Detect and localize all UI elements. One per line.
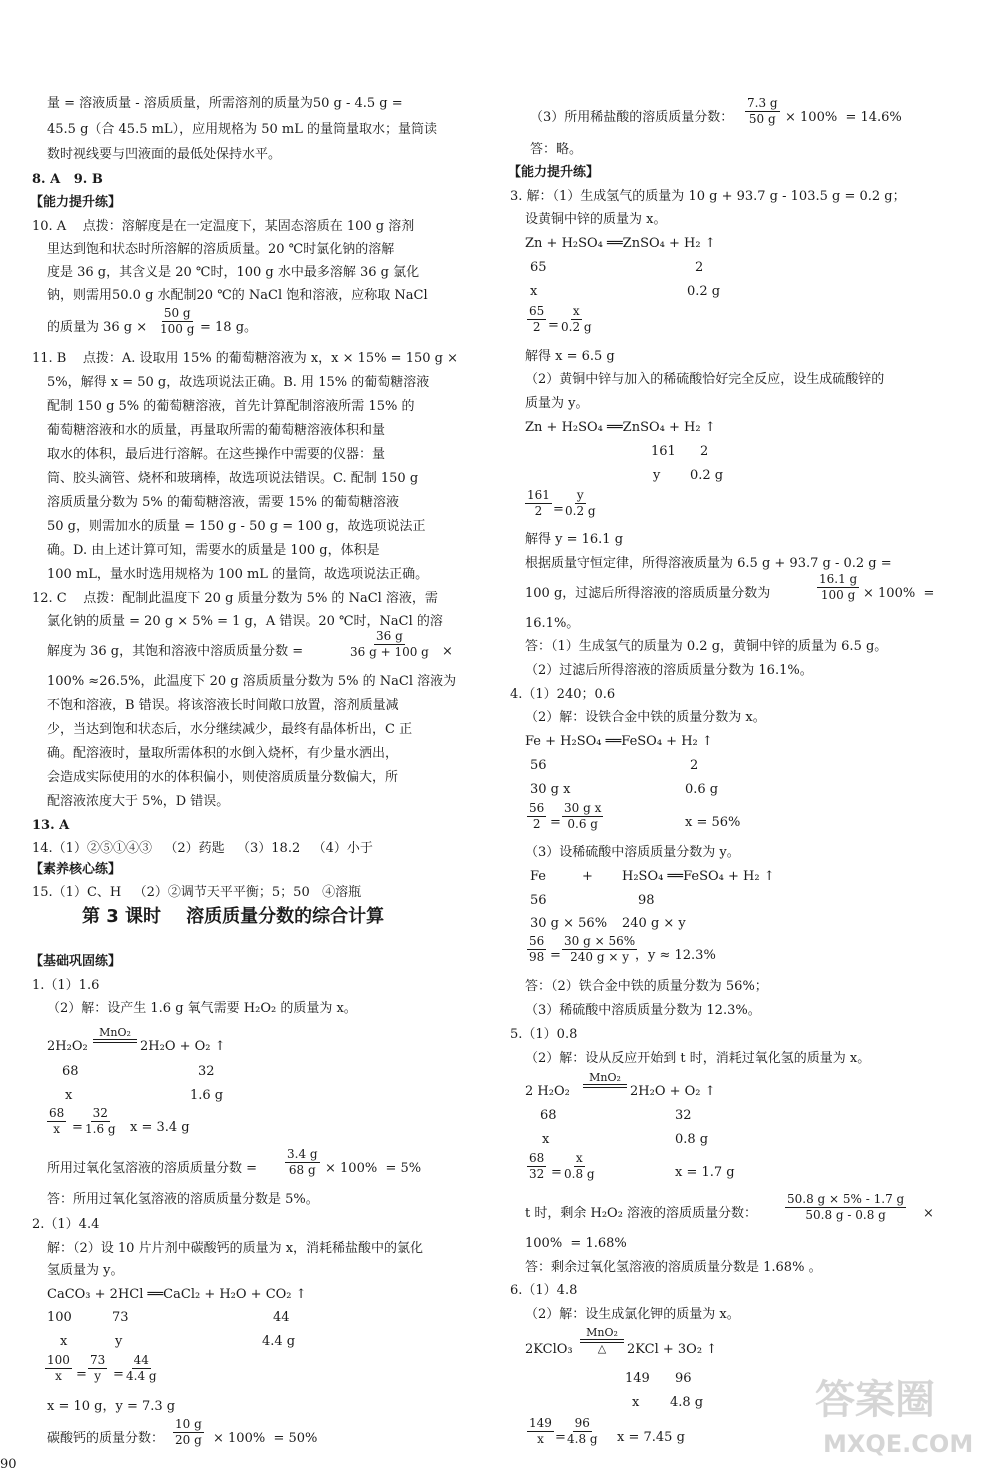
equation: 2KCl + 3O₂ ↑ <box>627 1342 718 1357</box>
text-line: 30 g x <box>530 782 571 797</box>
fraction: $\frac{x}{0.8 g}$ <box>564 1151 595 1181</box>
p4-line: 答：（2）铁合金中铁的质量分数为 56%； <box>525 979 768 994</box>
p6-line: （2）解：设生成氯化钾的质量为 x。 <box>525 1307 740 1322</box>
q12-line: 解度为 36 g，其饱和溶液中溶质质量分数 = <box>47 644 304 659</box>
fraction: $\frac{44}{4.4 g}$ <box>126 1353 157 1383</box>
answer-14: 14.（1）②⑤①④③ （2）药匙 （3）18.2 （4）小于 <box>32 841 373 856</box>
fraction: $\frac{3.4 g}{68 g}$ <box>287 1147 318 1177</box>
p3-line: 3. 解：（1）生成氢气的质量为 10 g + 93.7 g - 103.5 g = 0.2 g； <box>510 189 906 204</box>
p3-line: 质量为 y。 <box>525 396 589 411</box>
text-line: 45.5 g（合 45.5 mL），应用规格为 50 mL 的量筒量取水；量筒读 <box>47 122 437 137</box>
p3-line: 答：（1）生成氢气的质量为 0.2 g，黄铜中锌的质量为 6.5 g。 <box>525 639 888 654</box>
p4-line: （3）设稀硫酸中溶质质量分数为 y。 <box>525 845 740 860</box>
fraction: $\frac{y}{0.2 g}$ <box>565 488 596 518</box>
lesson-heading: 第 3 课时 溶质质量分数的综合计算 <box>82 906 385 927</box>
text-line: 数时视线要与凹液面的最低处保持水平。 <box>47 147 282 162</box>
text-line: 1.6 g <box>190 1088 224 1103</box>
text-line: x = 7.45 g <box>617 1430 685 1445</box>
text-line: × 100% = <box>863 586 935 601</box>
fraction: $\frac{36 g}{36 g + 100 g}$ <box>350 629 429 659</box>
p4-line: （3）稀硫酸中溶质质量分数为 12.3%。 <box>525 1003 761 1018</box>
text-line: = <box>76 1367 87 1382</box>
p5-line: t 时，剩余 H₂O₂ 溶液的溶质质量分数： <box>525 1206 758 1221</box>
p6-line: 6.（1）4.8 <box>510 1283 578 1298</box>
q12-line: 氯化钠的质量 = 20 g × 5% = 1 g，A 错误。20 ℃时，NaCl 的溶 <box>47 614 443 629</box>
text-line: 答：所用过氧化氢溶液的溶质质量分数是 5%。 <box>47 1192 319 1207</box>
text-line: 2 <box>695 260 704 275</box>
section-header: 【能力提升练】 <box>30 195 122 210</box>
q11-line: 5%，解得 x = 50 g，故选项说法正确。B. 用 15% 的葡萄糖溶液 <box>47 375 430 390</box>
text-line: 56 <box>530 893 547 908</box>
p2-line: 2.（1）4.4 <box>32 1217 100 1232</box>
text-line: 32 <box>675 1108 692 1123</box>
p4-line: （2）解：设铁合金中铁的质量分数为 x。 <box>525 710 766 725</box>
fraction: $\frac{65}{2}$ <box>529 304 545 334</box>
q11-line: 确。D. 由上述计算可知，需要水的质量是 100 g，体积是 <box>47 543 380 558</box>
equation: Fe <box>530 869 547 884</box>
section-header: 【基础巩固练】 <box>30 954 122 969</box>
equation: + <box>582 869 593 884</box>
text-line: 32 <box>198 1064 215 1079</box>
text-line: 解得 x = 6.5 g <box>525 349 615 364</box>
q10-line: 10. A 点拨：溶解度是在一定温度下，某固态溶质在 100 g 溶剂 <box>32 219 415 234</box>
p3-line: 设黄铜中锌的质量为 x。 <box>525 212 667 227</box>
p5-line: 答：剩余过氧化氢溶液的溶质质量分数是 1.68% 。 <box>525 1260 822 1275</box>
reaction-condition: MnO₂ <box>583 1072 627 1088</box>
text-line: = <box>550 948 561 963</box>
p5-line: （2）解：设从反应开始到 t 时，消耗过氧化氢的质量为 x。 <box>525 1051 871 1066</box>
fraction: $\frac{16.1 g}{100 g}$ <box>819 572 858 602</box>
equation: 2H₂O + O₂ ↑ <box>140 1039 226 1054</box>
q12-line: 会造成实际使用的水的体积偏小，则使溶质质量分数偏大，所 <box>47 770 399 785</box>
text-line: x <box>65 1088 73 1103</box>
text-line: 100 <box>47 1310 72 1325</box>
fraction: $\frac{96}{4.8 g}$ <box>567 1416 598 1446</box>
text-line: × 100% = 50% <box>213 1431 318 1446</box>
p4-line: 4.（1）240；0.6 <box>510 687 616 702</box>
text-line: x = 1.7 g <box>675 1165 735 1180</box>
fraction: $\frac{7.3 g}{50 g}$ <box>747 96 778 126</box>
q10-line: 里达到饱和状态时所溶解的溶质质量。20 ℃时氯化钠的溶解 <box>47 242 395 257</box>
fraction: $\frac{161}{2}$ <box>527 488 550 518</box>
q10-line: 度是 36 g，其含义是 20 ℃时，100 g 水中最多溶解 36 g 氯化 <box>47 265 420 280</box>
text-line: 30 g × 56% <box>530 916 608 931</box>
text-line: = <box>553 502 564 517</box>
text-line: 68 <box>540 1108 557 1123</box>
p2-line: 解：（2）设 10 片片剂中碳酸钙的质量为 x，消耗稀盐酸中的氯化 <box>47 1241 424 1256</box>
text-line: 98 <box>638 893 655 908</box>
text-line: 56 <box>530 758 547 773</box>
q12-line: 100% ≈26.5%，此温度下 20 g 溶质质量分数为 5% 的 NaCl 溶液为 <box>47 674 457 689</box>
text-line: 解得 y = 16.1 g <box>525 532 624 547</box>
text-line: 4.8 g <box>670 1395 704 1410</box>
text-line: = <box>550 815 561 830</box>
text-line: x = 3.4 g <box>130 1120 190 1135</box>
text-line: ，y ≈ 12.3% <box>635 948 716 963</box>
text-line: 0.2 g <box>690 468 724 483</box>
fraction: $\frac{149}{x}$ <box>529 1416 552 1446</box>
p1-line: 1.（1）1.6 <box>32 978 100 993</box>
text-line: x <box>60 1334 68 1349</box>
p2-line: 氢质量为 y。 <box>47 1263 124 1278</box>
p3-line: 根据质量守恒定律，所得溶液质量为 6.5 g + 93.7 g - 0.2 g = <box>525 556 892 571</box>
text-line: 96 <box>675 1371 692 1386</box>
equation: Zn + H₂SO₄ ══ZnSO₄ + H₂ ↑ <box>525 236 716 251</box>
page-number: 90 <box>0 1457 17 1472</box>
equation: 2H₂O + O₂ ↑ <box>630 1084 716 1099</box>
text-line: 答：略。 <box>530 142 583 157</box>
text-line: = <box>72 1120 83 1135</box>
watermark-text: 答案圈 <box>815 1377 935 1423</box>
q12-line: 12. C 点拨：配制此温度下 20 g 质量分数为 5% 的 NaCl 溶液，需 <box>32 591 438 606</box>
section-header: 【能力提升练】 <box>508 165 600 180</box>
text-line: × <box>442 644 453 659</box>
text-line: = <box>555 1430 566 1445</box>
fraction: $\frac{50.8 g \times 5\% - 1.7 g}{50.8 g - 0.8 g}$ <box>787 1192 905 1222</box>
fraction: $\frac{30 g \times 56\%}{240 g \times y}$ <box>564 934 636 964</box>
reaction-condition: MnO₂ △ <box>580 1327 624 1355</box>
equation: 2 H₂O₂ <box>525 1084 570 1099</box>
fraction: $\frac{10 g}{20 g}$ <box>175 1417 202 1447</box>
fraction: $\frac{100}{x}$ <box>47 1353 70 1383</box>
fraction: $\frac{50 g}{100 g}$ <box>160 306 195 336</box>
p3-line: 100 g，过滤后所得溶液的溶质质量分数为 <box>525 586 771 601</box>
equation: 2KClO₃ <box>525 1342 573 1357</box>
fraction: $\frac{73}{y}$ <box>90 1353 106 1383</box>
text-line: 4.4 g <box>262 1334 296 1349</box>
q11-line: 筒、胶头滴管、烧杯和玻璃棒，故选项说法错误。C. 配制 150 g <box>47 471 419 486</box>
text-line: 44 <box>273 1310 290 1325</box>
section-header: 【素养核心练】 <box>30 862 122 877</box>
text-line: （3）所用稀盐酸的溶质质量分数： <box>530 110 734 125</box>
q11-line: 11. B 点拨：A. 设取用 15% 的葡萄糖溶液为 x，x × 15% = 150 g × <box>32 351 458 366</box>
equation: Fe + H₂SO₄ ══FeSO₄ + H₂ ↑ <box>525 734 713 749</box>
text-line: 0.8 g <box>675 1132 709 1147</box>
q11-line: 溶质质量分数为 5% 的葡萄糖溶液，需要 15% 的葡萄糖溶液 <box>47 495 400 510</box>
p3-line: （2）过滤后所得溶液的溶质质量分数为 16.1%。 <box>525 663 813 678</box>
text-line: × 100% = 14.6% <box>785 110 902 125</box>
answer-15: 15.（1）C、H （2）②调节天平平衡；5；50 ④溶瓶 <box>32 885 362 900</box>
q10-line: 的质量为 36 g × <box>47 320 148 335</box>
q11-line: 取水的体积，最后进行溶解。在这些操作中需要的仪器：量 <box>47 447 386 462</box>
p3-line: 16.1%。 <box>525 616 580 631</box>
text-line: 0.6 g <box>685 782 719 797</box>
p1-line: （2）解：设产生 1.6 g 氧气需要 H₂O₂ 的质量为 x。 <box>47 1001 357 1016</box>
q11-line: 葡萄糖溶液和水的质量，再量取所需的葡萄糖溶液体积和量 <box>47 423 386 438</box>
fraction: $\frac{\text{30 g x}}{0.6 g}$ <box>564 801 602 831</box>
p3-line: （2）黄铜中锌与加入的稀硫酸恰好完全反应，设生成硫酸锌的 <box>525 372 885 387</box>
p5-line: 5.（1）0.8 <box>510 1027 578 1042</box>
text-line: 2 <box>700 444 709 459</box>
equation: Zn + H₂SO₄ ══ZnSO₄ + H₂ ↑ <box>525 420 716 435</box>
text-line: y <box>653 468 661 483</box>
p5-line: 100% = 1.68% <box>525 1236 627 1251</box>
text-line: x = 56% <box>685 815 741 830</box>
text-line: x <box>530 284 538 299</box>
text-line: = 18 g。 <box>200 320 258 335</box>
text-line: 碳酸钙的质量分数： <box>47 1431 165 1446</box>
equation: H₂SO₄ ══FeSO₄ + H₂ ↑ <box>622 869 775 884</box>
q12-line: 少，当达到饱和状态后，水分继续减少，最终有晶体析出，C 正 <box>47 722 413 737</box>
equation: CaCO₃ + 2HCl ══CaCl₂ + H₂O + CO₂ ↑ <box>47 1287 307 1302</box>
q11-line: 50 g，则需加水的质量 = 150 g - 50 g = 100 g，故选项说法正 <box>47 519 426 534</box>
text-line: x <box>542 1132 550 1147</box>
text-line: 161 <box>651 444 676 459</box>
text-line: y <box>115 1334 123 1349</box>
reaction-condition: MnO₂ <box>93 1027 137 1043</box>
text-line: = <box>551 1165 562 1180</box>
text-line: 149 <box>625 1371 650 1386</box>
q11-line: 100 mL，量水时选用规格为 100 mL 的量筒，故选项说法正确。 <box>47 567 429 582</box>
q12-line: 确。配溶液时，量取所需体积的水倒入烧杯，有少量水洒出， <box>47 746 399 761</box>
text-line: 量 = 溶液质量 - 溶质质量，所需溶剂的质量为50 g - 4.5 g = <box>47 96 403 111</box>
text-line: × 100% = 5% <box>325 1161 422 1176</box>
watermark-logo <box>795 1377 995 1465</box>
fraction: $\frac{56}{98}$ <box>529 934 545 964</box>
q10-line: 钠，则需用50.0 g 水配制20 ℃的 NaCl 饱和溶液，应称取 NaCl <box>47 288 428 303</box>
q11-line: 配制 150 g 5% 的葡萄糖溶液，首先计算配制溶液所需 15% 的 <box>47 399 415 414</box>
watermark-url: MXQE.COM <box>823 1430 974 1458</box>
text-line: 0.2 g <box>687 284 721 299</box>
text-line: 240 g × y <box>622 916 686 931</box>
text-line: 73 <box>112 1310 129 1325</box>
answer-8-9: 8. A 9. B <box>32 172 103 187</box>
q12-line: 配溶液浓度大于 5%，D 错误。 <box>47 794 230 809</box>
q12-line: 不饱和溶液，B 错误。将该溶液长时间敞口放置，溶剂质量减 <box>47 698 399 713</box>
answer-13: 13. A <box>32 818 70 833</box>
fraction: $\frac{68}{x}$ <box>49 1106 65 1136</box>
text-line: = <box>548 318 559 333</box>
text-line: 2 <box>690 758 699 773</box>
equation: 2H₂O₂ <box>47 1039 88 1054</box>
fraction: $\frac{x}{0.2 g}$ <box>561 304 592 334</box>
text-line: 65 <box>530 260 547 275</box>
fraction: $\frac{68}{32}$ <box>529 1151 545 1181</box>
text-line: 68 <box>62 1064 79 1079</box>
text-line: 所用过氧化氢溶液的溶质质量分数 = <box>47 1161 258 1176</box>
text-line: x <box>632 1395 640 1410</box>
fraction: $\frac{56}{2}$ <box>529 801 545 831</box>
fraction: $\frac{32}{1.6 g}$ <box>85 1106 116 1136</box>
text-line: x = 10 g，y = 7.3 g <box>47 1399 176 1414</box>
text-line: = <box>113 1367 124 1382</box>
text-line: × <box>923 1206 934 1221</box>
